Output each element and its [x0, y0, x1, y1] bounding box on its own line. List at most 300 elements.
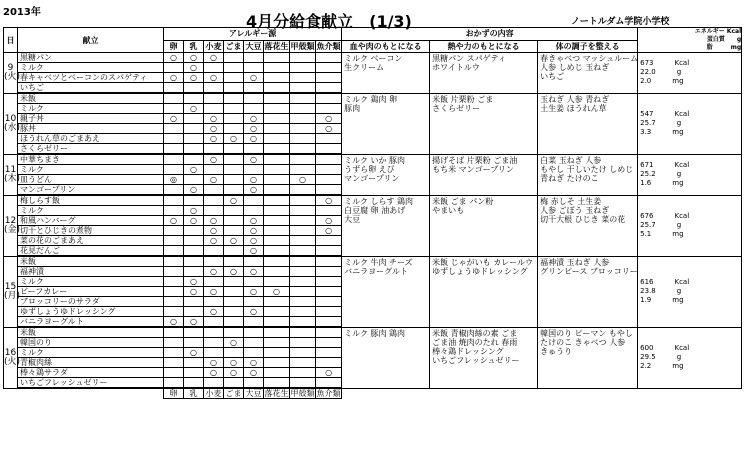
dish-name: 福神漬: [18, 267, 164, 277]
allergy-mark: [224, 206, 244, 216]
dish-name: バニラヨーグルト: [18, 317, 164, 328]
allergy-mark: [264, 368, 290, 378]
allergy-mark: ○: [244, 287, 264, 297]
allergy-mark: [264, 73, 290, 83]
allergy-mark: [316, 327, 342, 338]
allergy-mark: ○: [184, 216, 204, 226]
allergy-mark: [316, 134, 342, 144]
allergy-mark: [164, 185, 184, 196]
allergy-mark: [264, 236, 290, 246]
allergy-mark: [184, 114, 204, 124]
allergy-header: 卵: [164, 40, 184, 53]
allergy-mark: [264, 114, 290, 124]
allergy-mark: [164, 287, 184, 297]
dish-name: さくらゼリー: [18, 144, 164, 155]
food-body-cell: 白菜 玉ねぎ 人参 もやし 干しいたけ しめじ 青ねぎ たけのこ: [538, 154, 638, 195]
dish-name: 豚丼: [18, 124, 164, 134]
allergy-mark: [316, 236, 342, 246]
allergy-mark: ○: [204, 267, 224, 277]
allergy-mark: ○: [204, 307, 224, 317]
allergy-mark: [164, 63, 184, 73]
allergy-mark: ○: [244, 114, 264, 124]
allergy-mark: ○: [244, 124, 264, 134]
allergy-mark: [164, 104, 184, 114]
allergy-mark: [204, 338, 224, 348]
allergy-mark: [316, 53, 342, 63]
allergy-mark: ○: [244, 216, 264, 226]
dish-row: [4, 256, 742, 267]
allergy-mark: [316, 317, 342, 328]
allergy-mark: ○: [316, 124, 342, 134]
allergy-mark: [290, 124, 316, 134]
allergy-mark: ○: [224, 358, 244, 368]
food-column-header: 体の調子を整える: [538, 40, 638, 53]
allergy-mark: [164, 358, 184, 368]
allergy-mark: ○: [204, 53, 224, 63]
allergy-mark: ○: [244, 358, 264, 368]
allergy-mark: [244, 93, 264, 104]
allergy-mark: [290, 226, 316, 236]
menu-body: [4, 53, 742, 389]
allergy-mark: [184, 246, 204, 257]
dish-name: ブロッコリーのサラダ: [18, 297, 164, 307]
allergy-mark: ○: [204, 226, 224, 236]
menu-table: [3, 27, 742, 399]
allergy-mark: [184, 134, 204, 144]
allergy-mark: ○: [244, 307, 264, 317]
food-body-cell: 梅 赤しそ 土生姜 人参 ごぼう 玉ねぎ 切干大根 ひじき 菜の花: [538, 195, 638, 256]
food-body-cell: 韓国のり ピーマン もやし たけのこ きゃべつ 人参 きゅうり: [538, 327, 638, 388]
allergy-mark: [316, 358, 342, 368]
allergy-mark: ○: [204, 175, 224, 185]
allergy-header: 大豆: [245, 41, 262, 51]
allergy-mark: [316, 338, 342, 348]
allergy-mark: [224, 327, 244, 338]
allergy-mark: [224, 63, 244, 73]
food-body-cell: 福神漬 玉ねぎ 人参 グリンピース ブロッコリー: [538, 256, 638, 327]
allergy-mark: [184, 307, 204, 317]
allergy-mark: [164, 297, 184, 307]
allergy-footer-label: 卵: [164, 388, 184, 399]
dish-row: [4, 93, 742, 104]
allergy-mark: [316, 83, 342, 94]
allergy-mark: [224, 226, 244, 236]
allergy-mark: [184, 327, 204, 338]
food-heat-cell: 米飯 青椒肉絲の素 ごま ごま油 焼肉のたれ 春雨 棒々鶏ドレッシング いちごフレッシュゼリー: [430, 327, 538, 388]
allergy-mark: [244, 206, 264, 216]
day-cell: 15 (月): [4, 256, 18, 327]
allergy-mark: [204, 246, 224, 257]
allergy-mark: [224, 124, 244, 134]
allergy-mark: [316, 246, 342, 257]
allergy-mark: [264, 206, 290, 216]
allergy-mark: [204, 348, 224, 358]
allergy-mark: ○: [184, 348, 204, 358]
allergy-mark: [316, 144, 342, 155]
allergy-mark: [290, 267, 316, 277]
allergy-mark: [204, 256, 224, 267]
allergy-mark: [316, 267, 342, 277]
allergy-header: 落花生: [264, 41, 289, 51]
allergy-mark: [290, 144, 316, 155]
dish-row: [4, 195, 742, 206]
allergy-mark: [290, 348, 316, 358]
dish-name: 和風ハンバーグ: [18, 216, 164, 226]
allergy-mark: [224, 216, 244, 226]
allergy-mark: [244, 144, 264, 155]
dish-name: ミルク: [18, 277, 164, 287]
allergy-mark: [316, 93, 342, 104]
food-blood-cell: ミルク しらす 鶏肉 白豆腐 卵 油あげ 大豆: [342, 195, 430, 256]
energy-cell: 616 Kcal 23.8 g 1.9 mg: [638, 256, 742, 327]
allergy-mark: ○: [316, 216, 342, 226]
allergy-mark: [184, 124, 204, 134]
allergy-mark: ○: [244, 226, 264, 236]
allergy-footer-label: 甲殻類: [290, 389, 315, 398]
allergy-mark: [184, 378, 204, 389]
page-title: 4月分給食献立 (1/3): [246, 12, 412, 31]
allergy-mark: ○: [184, 287, 204, 297]
allergy-mark: [224, 185, 244, 196]
allergy-mark: [264, 124, 290, 134]
allergy-mark: [264, 216, 290, 226]
dish-row: [4, 327, 742, 338]
day-cell: 9 (火): [4, 53, 18, 94]
allergy-mark: ◎: [164, 175, 184, 185]
allergy-mark: [224, 277, 244, 287]
allergy-mark: [184, 93, 204, 104]
allergy-mark: ○: [224, 236, 244, 246]
allergy-mark: [316, 165, 342, 175]
allergy-mark: [224, 114, 244, 124]
allergy-mark: [184, 267, 204, 277]
allergy-mark: [290, 338, 316, 348]
allergy-mark: [164, 165, 184, 175]
allergy-mark: [290, 83, 316, 94]
allergy-mark: [224, 93, 244, 104]
allergy-mark: ○: [244, 73, 264, 83]
allergy-mark: ○: [316, 114, 342, 124]
allergy-mark: [164, 236, 184, 246]
allergy-mark: [204, 195, 224, 206]
dish-name: 切干とひじきの煮物: [18, 226, 164, 236]
allergy-mark: ○: [244, 236, 264, 246]
allergy-mark: [164, 83, 184, 94]
allergy-header: 小麦: [205, 41, 222, 51]
allergy-mark: [204, 104, 224, 114]
allergy-mark: [244, 338, 264, 348]
dish-name: いちご: [18, 83, 164, 94]
allergy-mark: [224, 317, 244, 328]
allergy-mark: [204, 206, 224, 216]
food-heat-cell: 黒糖パン スパゲティ ホワイトルウ: [430, 53, 538, 94]
allergy-mark: [316, 104, 342, 114]
allergy-mark: [264, 297, 290, 307]
dish-name: 棒々鶏サラダ: [18, 368, 164, 378]
allergy-mark: [290, 378, 316, 389]
food-heat-cell: 米飯 じゃがいも カレールウ ゆずしょうゆドレッシング: [430, 256, 538, 327]
allergy-mark: [290, 206, 316, 216]
food-body-cell: 玉ねぎ 人参 青ねぎ 土生姜 ほうれん草: [538, 93, 638, 154]
allergy-mark: [164, 93, 184, 104]
allergy-mark: [290, 63, 316, 73]
allergy-mark: [316, 185, 342, 196]
allergy-mark: ○: [316, 195, 342, 206]
allergy-mark: [290, 195, 316, 206]
allergy-mark: [244, 256, 264, 267]
dish-name: 梅しらす飯: [18, 195, 164, 206]
energy-cell: 671 Kcal 25.2 g 1.6 mg: [638, 154, 742, 195]
allergy-mark: [204, 93, 224, 104]
allergy-mark: [184, 195, 204, 206]
allergy-mark: [204, 63, 224, 73]
allergy-mark: ○: [204, 216, 224, 226]
allergy-mark: [264, 348, 290, 358]
food-blood-cell: ミルク いか 豚肉 うずら卵 えび マンゴープリン: [342, 154, 430, 195]
footer-spacer: [18, 388, 164, 399]
allergy-mark: [264, 338, 290, 348]
allergy-mark: [264, 83, 290, 94]
allergy-footer-label: 小麦: [205, 389, 222, 398]
allergy-mark: ○: [164, 114, 184, 124]
food-blood-cell: ミルク 豚肉 鶏肉: [342, 327, 430, 388]
allergy-mark: [264, 63, 290, 73]
allergy-mark: ○: [204, 114, 224, 124]
food-column-header: 熱や力のもとになる: [430, 40, 538, 53]
allergy-mark: [224, 144, 244, 155]
allergy-mark: [224, 165, 244, 175]
allergy-mark: [224, 348, 244, 358]
allergy-mark: [224, 378, 244, 389]
allergy-mark: [184, 297, 204, 307]
food-heat-cell: 米飯 ごま パン粉 やまいも: [430, 195, 538, 256]
allergy-mark: ○: [184, 53, 204, 63]
allergy-mark: ○: [204, 134, 224, 144]
allergy-mark: [244, 348, 264, 358]
allergy-mark: ○: [316, 368, 342, 378]
dish-row: [4, 53, 742, 63]
dish-name: 花見だんご: [18, 246, 164, 257]
allergy-mark: [164, 338, 184, 348]
allergy-mark: [164, 134, 184, 144]
allergy-mark: [264, 134, 290, 144]
allergy-mark: ○: [184, 104, 204, 114]
footer-spacer: [4, 388, 18, 399]
allergy-header: 魚介類: [316, 41, 341, 51]
dish-name: ミルク: [18, 348, 164, 358]
allergy-mark: ○: [224, 368, 244, 378]
dish-name: ミルク: [18, 104, 164, 114]
allergy-mark: ○: [184, 63, 204, 73]
allergy-mark: [290, 297, 316, 307]
allergy-mark: [290, 154, 316, 165]
dish-name: 中華ちまき: [18, 154, 164, 165]
day-cell: 11 (木): [4, 154, 18, 195]
allergy-mark: [164, 378, 184, 389]
allergy-mark: [224, 297, 244, 307]
energy-cell: 676 Kcal 25.7 g 5.1 mg: [638, 195, 742, 256]
allergy-footer-row: [4, 388, 742, 399]
allergy-mark: [184, 226, 204, 236]
allergy-mark: [264, 195, 290, 206]
allergy-mark: [264, 358, 290, 368]
allergy-mark: [264, 378, 290, 389]
allergy-mark: [316, 378, 342, 389]
allergy-header: 乳: [184, 40, 204, 53]
dish-name: ミルク: [18, 165, 164, 175]
dish-name: 青椒肉絲: [18, 358, 164, 368]
allergy-mark: [224, 287, 244, 297]
dish-name: 黒糖パン: [18, 53, 164, 63]
dish-name: マンゴープリン: [18, 185, 164, 196]
allergy-mark: [264, 185, 290, 196]
allergy-mark: [290, 327, 316, 338]
allergy-header: 甲殻類: [290, 41, 315, 51]
allergy-mark: [244, 83, 264, 94]
allergy-mark: ○: [244, 246, 264, 257]
allergy-mark: [224, 154, 244, 165]
food-blood-cell: ミルク 牛肉 チーズ バニラヨーグルト: [342, 256, 430, 327]
allergy-mark: [290, 216, 316, 226]
day-cell: 12 (金): [4, 195, 18, 256]
dish-name: ビーフカレー: [18, 287, 164, 297]
allergy-mark: [224, 73, 244, 83]
footer-spacer: [430, 388, 538, 399]
allergy-mark: [316, 73, 342, 83]
food-heat-cell: 揚げそば 片栗粉 ごま油 もち米 マンゴープリン: [430, 154, 538, 195]
allergy-mark: [224, 246, 244, 257]
allergy-mark: [316, 287, 342, 297]
food-body-cell: 春きゃべつ マッシュルーム 人参 しめじ 玉ねぎ いちご: [538, 53, 638, 94]
allergy-mark: [290, 368, 316, 378]
allergy-mark: [164, 368, 184, 378]
allergy-mark: ○: [204, 73, 224, 83]
allergy-mark: ○: [164, 53, 184, 63]
allergy-mark: [204, 327, 224, 338]
allergy-mark: [290, 358, 316, 368]
allergy-mark: [264, 93, 290, 104]
allergy-mark: ○: [204, 154, 224, 165]
allergy-mark: [244, 104, 264, 114]
allergy-mark: [204, 185, 224, 196]
allergy-mark: ○: [204, 368, 224, 378]
allergy-mark: [316, 63, 342, 73]
allergy-mark: [224, 104, 244, 114]
dish-name: ミルク: [18, 206, 164, 216]
allergy-mark: [290, 307, 316, 317]
allergy-mark: ○: [164, 73, 184, 83]
allergy-mark: [184, 368, 204, 378]
allergy-mark: ○: [184, 165, 204, 175]
allergy-mark: [290, 134, 316, 144]
day-cell: 10 (水): [4, 93, 18, 154]
allergy-mark: ○: [164, 216, 184, 226]
allergy-mark: ○: [164, 317, 184, 328]
dish-name: 米飯: [18, 327, 164, 338]
allergy-mark: [224, 175, 244, 185]
food-blood-cell: ミルク 鶏肉 卵 豚肉: [342, 93, 430, 154]
footer-spacer: [538, 388, 638, 399]
allergy-footer-label: 魚介類: [316, 389, 341, 398]
allergy-mark: ○: [184, 185, 204, 196]
allergy-footer-label: 大豆: [245, 389, 262, 398]
allergy-mark: [316, 348, 342, 358]
allergy-mark: [224, 83, 244, 94]
allergy-mark: [244, 63, 264, 73]
allergy-mark: [290, 277, 316, 287]
allergy-mark: [264, 226, 290, 236]
dish-name: ゆずしょうゆドレッシング: [18, 307, 164, 317]
school-name: ノートルダム学院小学校: [571, 17, 670, 27]
allergy-mark: [244, 277, 264, 287]
allergy-mark: ○: [224, 134, 244, 144]
allergy-mark: [290, 104, 316, 114]
allergy-mark: ○: [204, 358, 224, 368]
allergy-mark: [316, 277, 342, 287]
allergy-mark: [290, 53, 316, 63]
allergy-mark: ○: [224, 338, 244, 348]
allergy-mark: [184, 236, 204, 246]
allergy-mark: [264, 256, 290, 267]
header-food-group: おかずの内容: [342, 28, 638, 41]
allergy-mark: [244, 317, 264, 328]
allergy-mark: [184, 144, 204, 155]
allergy-mark: [290, 114, 316, 124]
food-column-header: 血や肉のもとになる: [342, 40, 430, 53]
allergy-mark: [264, 267, 290, 277]
allergy-mark: [244, 195, 264, 206]
allergy-mark: [164, 226, 184, 236]
allergy-mark: ○: [224, 267, 244, 277]
header-allergy-group: アレルギー源: [164, 28, 342, 41]
allergy-mark: [290, 73, 316, 83]
header-day: 日: [4, 28, 18, 53]
allergy-mark: [164, 195, 184, 206]
allergy-mark: [164, 348, 184, 358]
dish-name: いちごフレッシュゼリー: [18, 378, 164, 389]
allergy-mark: ○: [290, 175, 316, 185]
energy-cell: 600 Kcal 29.5 g 2.2 mg: [638, 327, 742, 388]
footer-spacer: [342, 388, 430, 399]
allergy-mark: [204, 277, 224, 287]
allergy-mark: [264, 53, 290, 63]
dish-name: 皿うどん: [18, 175, 164, 185]
allergy-mark: [204, 144, 224, 155]
allergy-mark: [244, 53, 264, 63]
year-label: 2013年: [3, 7, 41, 18]
allergy-mark: [164, 154, 184, 165]
allergy-mark: [316, 206, 342, 216]
allergy-mark: [290, 236, 316, 246]
dish-name: ミルク: [18, 63, 164, 73]
allergy-footer-label: 乳: [184, 388, 204, 399]
dish-row: [4, 154, 742, 165]
allergy-mark: [244, 165, 264, 175]
allergy-mark: [204, 297, 224, 307]
allergy-mark: [290, 256, 316, 267]
allergy-mark: [290, 93, 316, 104]
day-cell: 16 (火): [4, 327, 18, 388]
allergy-mark: [164, 144, 184, 155]
allergy-mark: [224, 256, 244, 267]
allergy-mark: [204, 165, 224, 175]
allergy-mark: [204, 378, 224, 389]
allergy-mark: ○: [184, 206, 204, 216]
allergy-mark: [244, 378, 264, 389]
allergy-mark: [264, 165, 290, 175]
allergy-mark: ○: [244, 175, 264, 185]
allergy-mark: [264, 307, 290, 317]
